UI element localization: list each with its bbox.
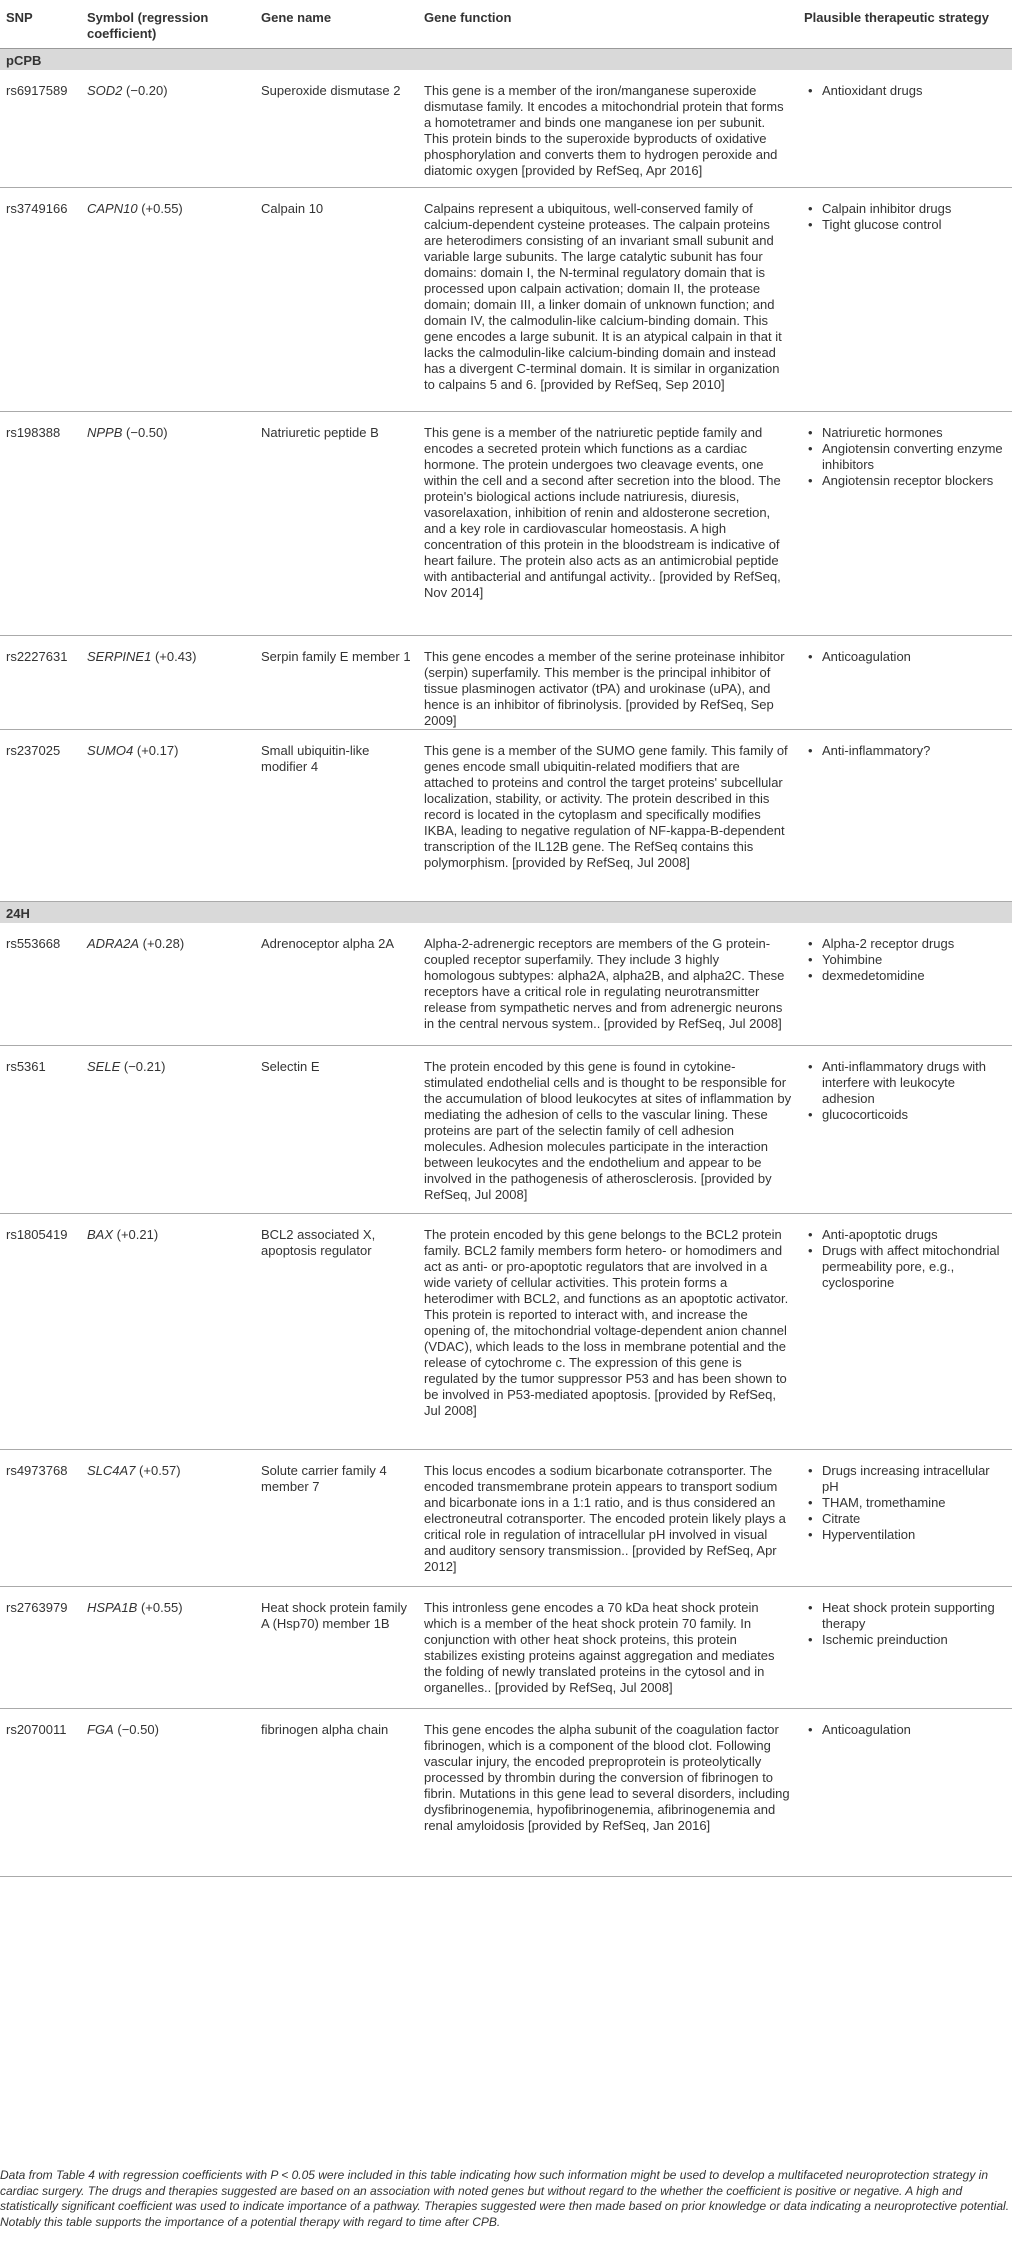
symbol-cell (81, 70, 255, 187)
section-label: 24H (0, 901, 1012, 923)
strategy-item: • dexmedetomidine (822, 968, 1006, 984)
strategy-item: • Drugs with affect mitochondrial permeability pore, e.g., cyclosporine (822, 1243, 1006, 1291)
section-label: pCPB (0, 48, 1012, 70)
strategy-list (804, 1059, 1006, 1123)
strategy-item: • Alpha-2 receptor drugs (822, 936, 1006, 952)
section-row (0, 901, 1012, 923)
symbol-cell (81, 923, 255, 1045)
strategy-list (804, 425, 1006, 489)
gene-name-cell: Selectin E (255, 1045, 418, 1213)
snp-cell: rs237025 (0, 729, 81, 901)
symbol-cell (81, 411, 255, 635)
gene-name-cell: Serpin family E member 1 (255, 635, 418, 729)
symbol-cell (81, 1586, 255, 1708)
gene-symbol: SLC4A7 (87, 1462, 136, 1478)
strategy-list (804, 201, 1006, 233)
gene-function-cell: This gene is a member of the iron/manganese superoxide dismutase family. It encodes a mitochondrial protein that forms a homotetramer and binds one manganese ion per subunit. This protein binds to the superoxide byproducts of oxidative phosphorylation and converts them to hydrogen peroxide and diatomic oxygen [provided by RefSeq, Apr 2016] (418, 70, 798, 187)
strategy-item: • Tight glucose control (822, 217, 1006, 233)
strategy-item: • Citrate (822, 1511, 1006, 1527)
symbol-cell (81, 1708, 255, 1876)
snp-cell: rs2227631 (0, 635, 81, 729)
header-symbol: Symbol (regression coefficient) (81, 0, 255, 48)
regression-coefficient: (+0.21) (116, 1226, 159, 1242)
regression-coefficient: (−0.50) (117, 1721, 159, 1737)
regression-coefficient: (+0.28) (142, 936, 185, 951)
strategy-item: • glucocorticoids (822, 1107, 1006, 1123)
strategy-cell (798, 411, 1012, 635)
strategy-item: • Heat shock protein supporting therapy (822, 1600, 1006, 1632)
table-row (0, 70, 1012, 187)
strategy-item: • Angiotensin receptor blockers (822, 473, 1006, 489)
header-strategy: Plausible therapeutic strategy (798, 0, 1012, 48)
strategy-cell (798, 187, 1012, 411)
strategy-cell (798, 1213, 1012, 1449)
strategy-list (804, 743, 1006, 759)
gene-symbol: SUMO4 (87, 742, 134, 758)
strategy-item: • Drugs increasing intracellular pH (822, 1463, 1006, 1495)
gene-function-cell: The protein encoded by this gene is found in cytokine-stimulated endothelial cells and is thought to be responsible for the accumulation of blood leukocytes at sites of inflammation by mediating the adhesion of cells to the vascular lining. These proteins are part of the selectin family of cell adhesion molecules. Adhesion molecules participate in the interaction between leukocytes and the endothelium and appear to be involved in the pathogenesis of atherosclerosis. [provided by RefSeq, Jul 2008] (418, 1045, 798, 1213)
table-row (0, 1213, 1012, 1449)
gene-name-cell: fibrinogen alpha chain (255, 1708, 418, 1876)
strategy-item: • Anticoagulation (822, 1722, 1006, 1738)
symbol-cell (81, 729, 255, 901)
strategy-item: • THAM, tromethamine (822, 1495, 1006, 1511)
table-row (0, 729, 1012, 901)
gene-function-cell: Calpains represent a ubiquitous, well-conserved family of calcium-dependent cysteine proteases. The calpain proteins are heterodimers consisting of an invariant small subunit and variable large subunits. The large catalytic subunit has four domains: domain I, the N-terminal regulatory domain that is processed upon calpain activation; domain II, the protease domain; domain III, a linker domain of unknown function; and domain IV, the calmodulin-like calcium-binding domain. This gene encodes a large subunit. It is an atypical calpain in that it lacks the calmodulin-like calcium-binding domain and instead has a divergent C-terminal domain. It is similar in organization to calpains 5 and 6. [provided by RefSeq, Sep 2010] (418, 187, 798, 411)
strategy-cell (798, 70, 1012, 187)
strategy-cell (798, 1449, 1012, 1586)
snp-cell: rs3749166 (0, 187, 81, 411)
gene-name-cell: Solute carrier family 4 member 7 (255, 1449, 418, 1586)
snp-cell: rs6917589 (0, 70, 81, 187)
gene-name-cell: Superoxide dismutase 2 (255, 70, 418, 187)
symbol-cell (81, 635, 255, 729)
header-snp: SNP (0, 0, 81, 48)
table-row (0, 411, 1012, 635)
gene-function-cell: Alpha-2-adrenergic receptors are members of the G protein-coupled receptor superfamily. They include 3 highly homologous subtypes: alpha2A, alpha2B, and alpha2C. These receptors have a critical role in regulating neurotransmitter release from sympathetic nerves and from adrenergic neurons in the central nervous system.. [provided by RefSeq, Jul 2008] (418, 923, 798, 1045)
gene-symbol: BAX (87, 1226, 114, 1242)
header-gene-function: Gene function (418, 0, 798, 48)
strategy-item: • Anti-inflammatory drugs with interfere with leukocyte adhesion (822, 1059, 1006, 1107)
snp-cell: rs2763979 (0, 1586, 81, 1708)
gene-function-cell: This intronless gene encodes a 70 kDa heat shock protein which is a member of the heat shock protein 70 family. In conjunction with other heat shock proteins, this protein stabilizes existing proteins against aggregation and mediates the folding of newly translated proteins in the cytosol and in organelles.. [provided by RefSeq, Jul 2008] (418, 1586, 798, 1708)
gene-function-cell: This gene encodes a member of the serine proteinase inhibitor (serpin) superfamily. This member is the principal inhibitor of tissue plasminogen activator (tPA) and urokinase (uPA), and hence is an inhibitor of fibrinolysis. [provided by RefSeq, Sep 2009] (418, 635, 798, 729)
gene-function-cell: This gene is a member of the natriuretic peptide family and encodes a secreted protein which functions as a cardiac hormone. The protein undergoes two cleavage events, one within the cell and a second after secretion into the blood. The protein's biological actions include natriuresis, diuresis, vasorelaxation, inhibition of renin and aldosterone secretion, and a key role in cardiovascular homeostasis. A high concentration of this protein in the bloodstream is indicative of heart failure. The protein also acts as an antimicrobial peptide with antibacterial and antifungal activity.. [provided by RefSeq, Nov 2014] (418, 411, 798, 635)
table-row (0, 1449, 1012, 1586)
strategy-cell (798, 1708, 1012, 1876)
gene-name-cell: Heat shock protein family A (Hsp70) member 1B (255, 1586, 418, 1708)
table-row (0, 1586, 1012, 1708)
strategy-cell (798, 729, 1012, 901)
gene-name-cell: Small ubiquitin-like modifier 4 (255, 729, 418, 901)
strategy-list (804, 936, 1006, 984)
symbol-cell (81, 187, 255, 411)
strategy-item: • Anti-apoptotic drugs (822, 1227, 1006, 1243)
table-row (0, 1045, 1012, 1213)
strategy-list (804, 1600, 1006, 1648)
table-row (0, 923, 1012, 1045)
table-body (0, 48, 1012, 1876)
snp-cell: rs1805419 (0, 1213, 81, 1449)
regression-coefficient: (−0.20) (126, 83, 168, 98)
gene-function-cell: This gene encodes the alpha subunit of the coagulation factor fibrinogen, which is a component of the blood clot. Following vascular injury, the encoded preproprotein is proteolytically processed by thrombin during the conversion of fibrinogen to fibrin. Mutations in this gene lead to several disorders, including dysfibrinogenemia, hypofibrinogenemia, afibrinogenemia and renal amyloidosis [provided by RefSeq, Jan 2016] (418, 1708, 798, 1876)
strategy-list (804, 83, 1006, 99)
regression-coefficient: (+0.55) (140, 1599, 183, 1615)
regression-coefficient: (−0.50) (126, 424, 168, 440)
gene-symbol: ADRA2A (87, 936, 140, 951)
snp-cell: rs2070011 (0, 1708, 81, 1876)
strategy-cell (798, 1586, 1012, 1708)
strategy-list (804, 1722, 1006, 1738)
gene-name-cell: Adrenoceptor alpha 2A (255, 923, 418, 1045)
gene-symbol: CAPN10 (87, 200, 138, 216)
strategy-item: • Calpain inhibitor drugs (822, 201, 1006, 217)
strategy-item: • Angiotensin converting enzyme inhibitors (822, 441, 1006, 473)
symbol-cell (81, 1045, 255, 1213)
strategy-cell (798, 923, 1012, 1045)
regression-coefficient: (−0.21) (123, 1058, 166, 1074)
regression-coefficient: (+0.57) (139, 1462, 181, 1478)
gene-symbol: SERPINE1 (87, 648, 152, 664)
strategy-item: • Natriuretic hormones (822, 425, 1006, 441)
snp-cell: rs5361 (0, 1045, 81, 1213)
table-row (0, 635, 1012, 729)
table-row (0, 1708, 1012, 1876)
header-row (0, 0, 1012, 48)
gene-symbol: SELE (87, 1058, 121, 1074)
gene-name-cell: BCL2 associated X, apoptosis regulator (255, 1213, 418, 1449)
gene-symbol: NPPB (87, 424, 123, 440)
strategy-cell (798, 1045, 1012, 1213)
strategy-list (804, 1227, 1006, 1291)
regression-coefficient: (+0.17) (136, 742, 179, 758)
gene-symbol: FGA (87, 1721, 114, 1737)
symbol-cell (81, 1449, 255, 1586)
gene-function-cell: This gene is a member of the SUMO gene family. This family of genes encode small ubiquitin-related modifiers that are attached to proteins and control the target proteins' subcellular localization, stability, or activity. The protein described in this record is located in the cytoplasm and specifically modifies IKBA, leading to negative regulation of NF-kappa-B-dependent transcription of the IL12B gene. The RefSeq contains this polymorphism. [provided by RefSeq, Jul 2008] (418, 729, 798, 901)
snp-cell: rs4973768 (0, 1449, 81, 1586)
strategy-item: • Anti-inflammatory? (822, 743, 1006, 759)
gene-function-cell: This locus encodes a sodium bicarbonate cotransporter. The encoded transmembrane protein appears to transport sodium and bicarbonate ions in a 1:1 ratio, and is thus considered an electroneutral cotransporter. The encoded protein likely plays a critical role in regulation of intracellular pH involved in visual and auditory sensory transmission.. [provided by RefSeq, Apr 2012] (418, 1449, 798, 1586)
table-footnote: Data from Table 4 with regression coefficients with P < 0.05 were included in this table indicating how such information might be used to develop a multifaceted neuroprotection strategy in cardiac surgery. The drugs and therapies suggested are based on an association with noted genes but without regard to the whether the coefficient is positive or negative. A high and statistically significant coefficient was used to indicate importance of a pathway. Therapies suggested were then made based on prior knowledge or data indicating a neuroprotective potential. Notably this table supports the importance of a potential therapy with regard to time after CPB. (0, 2168, 1010, 2229)
gene-symbol: HSPA1B (87, 1599, 138, 1615)
strategy-list (804, 649, 1006, 665)
strategy-item: • Hyperventilation (822, 1527, 1006, 1543)
gene-name-cell: Calpain 10 (255, 187, 418, 411)
gene-function-cell: The protein encoded by this gene belongs to the BCL2 protein family. BCL2 family members form hetero- or homodimers and act as anti- or pro-apoptotic regulators that are involved in a wide variety of cellular activities. This protein forms a heterodimer with BCL2, and functions as an apoptotic activator. This protein is reported to interact with, and increase the opening of, the mitochondrial voltage-dependent anion channel (VDAC), which leads to the loss in membrane potential and the release of cytochrome c. The expression of this gene is regulated by the tumor suppressor P53 and has been shown to be involved in P53-mediated apoptosis. [provided by RefSeq, Jul 2008] (418, 1213, 798, 1449)
snp-cell: rs198388 (0, 411, 81, 635)
strategy-cell (798, 635, 1012, 729)
symbol-cell (81, 1213, 255, 1449)
strategy-item: • Anticoagulation (822, 649, 1006, 665)
strategy-list (804, 1463, 1006, 1543)
gene-symbol: SOD2 (87, 83, 123, 98)
table-row (0, 187, 1012, 411)
regression-coefficient: (+0.55) (141, 200, 183, 216)
gene-name-cell: Natriuretic peptide B (255, 411, 418, 635)
strategy-item: • Antioxidant drugs (822, 83, 1006, 99)
header-gene-name: Gene name (255, 0, 418, 48)
section-row (0, 48, 1012, 70)
strategy-item: • Yohimbine (822, 952, 1006, 968)
strategy-item: • Ischemic preinduction (822, 1632, 1006, 1648)
snp-cell: rs553668 (0, 923, 81, 1045)
regression-coefficient: (+0.43) (154, 648, 197, 664)
